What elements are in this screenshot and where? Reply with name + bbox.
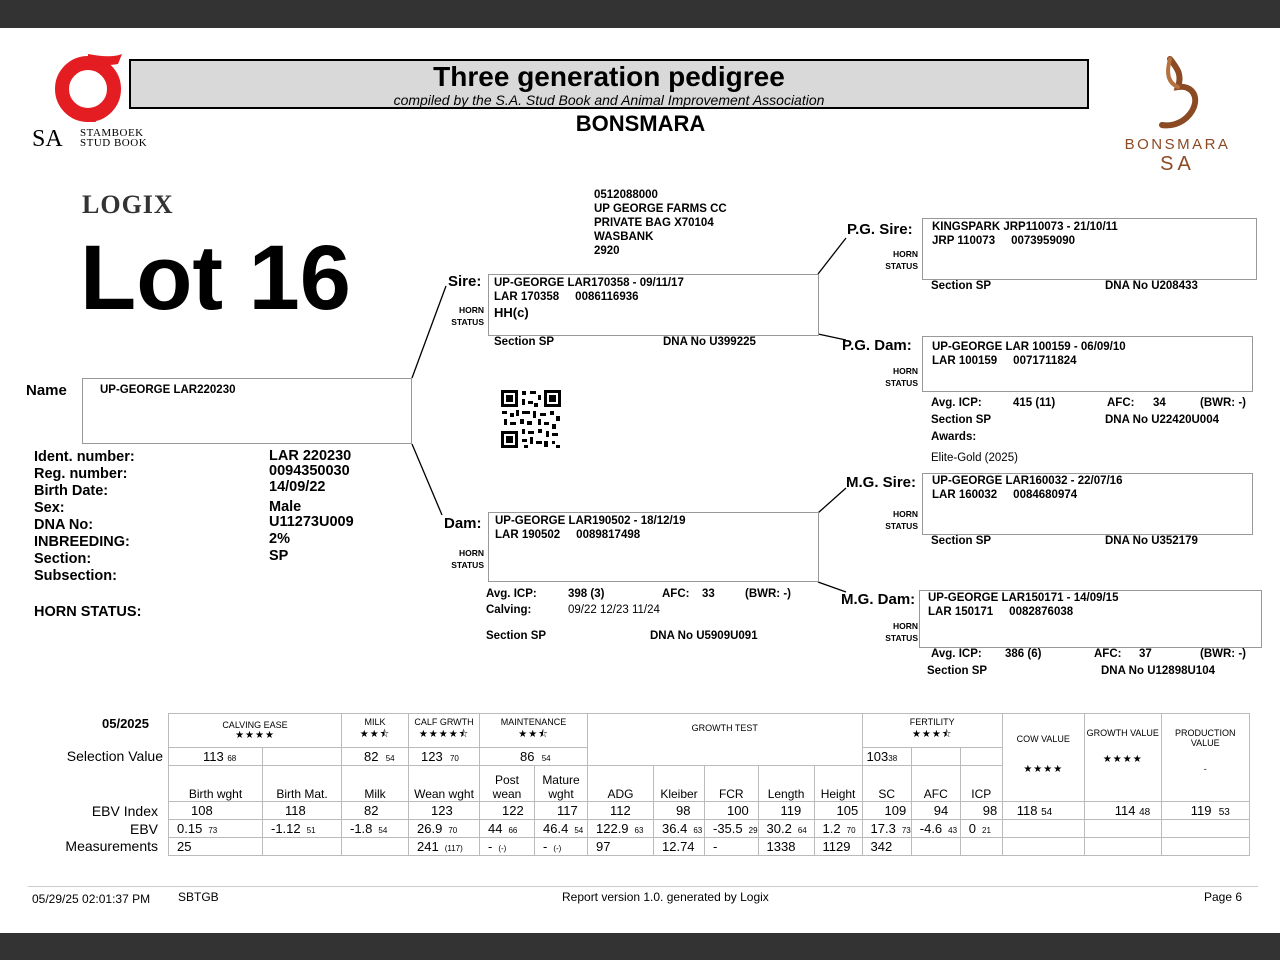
dam-bwr: (BWR: -) — [745, 588, 791, 600]
mg-dam-afc-label: AFC: — [1094, 648, 1122, 660]
dam-horn-label: HORN STATUS — [451, 548, 484, 570]
qr-code-icon — [500, 389, 562, 449]
pg-sire-label: P.G. Sire: — [847, 221, 913, 238]
ebv-accuracy: 70 — [846, 826, 856, 835]
calf-growth-stars-icon: ★★★★⯪ — [418, 729, 470, 740]
ebv-cell — [960, 820, 1002, 838]
detail-row: Reg. number: 0094350030 — [34, 463, 350, 482]
ebv-value: 30.2 — [766, 821, 792, 836]
fertility-header: FERTILITY ★★★⯪ — [862, 714, 1002, 748]
pg-dam-dna: DNA No U22420U004 — [1105, 414, 1219, 426]
measurement-cell — [862, 838, 911, 856]
mg-sire-section: Section SP — [931, 535, 992, 547]
dam-dna: DNA No U5909U091 — [650, 630, 758, 642]
breeder-name: UP GEORGE FARMS CC — [594, 203, 727, 215]
measurement-cell — [588, 838, 654, 856]
maintenance-stars-icon: ★★⯪ — [518, 729, 549, 740]
sire-horn-label: HORN STATUS — [451, 305, 484, 327]
mg-dam-label: M.G. Dam: — [841, 591, 916, 608]
studbook-text: STAMBOEK STUD BOOK — [80, 127, 148, 149]
ebv-accuracy: 54 — [378, 826, 388, 835]
ebv-empty-cell — [1002, 820, 1084, 838]
pg-dam-box — [922, 336, 1253, 392]
ebv-value: 0 — [968, 821, 976, 836]
col-fcr: FCR — [705, 766, 759, 802]
ebv-accuracy: 51 — [306, 826, 316, 835]
calving-ease-header: CALVING EASE ★★★★ — [169, 714, 342, 748]
measurement-accuracy: (-) — [553, 844, 562, 853]
measurement-empty-cell — [1161, 838, 1249, 856]
mg-dam-name: UP-GEORGE LAR150171 - 14/09/15 — [928, 592, 1119, 604]
measurement-accuracy: (117) — [444, 844, 463, 853]
dam-icp-label: Avg. ICP: — [486, 588, 537, 600]
measurement-cell — [705, 838, 759, 856]
pg-dam-awards-label: Awards: — [931, 431, 977, 443]
measurements-label: Measurements — [65, 838, 158, 854]
group-header-row — [169, 714, 1250, 748]
milk-stars-icon: ★★⯪ — [359, 729, 391, 740]
animal-name: UP-GEORGE LAR220230 — [100, 384, 236, 396]
pg-sire-horn-label: HORN STATUS — [885, 249, 918, 271]
ebv-cell — [535, 820, 588, 838]
cow-value-index: 118 54 — [1002, 802, 1084, 820]
pg-dam-section: Section SP — [931, 414, 992, 426]
mg-sire-horn-label: HORN STATUS — [885, 509, 918, 531]
col-adg: ADG — [588, 766, 654, 802]
ebv-index-cell: 118 — [263, 802, 342, 820]
ebv-accuracy: 73 — [208, 826, 218, 835]
ebv-value: 36.4 — [662, 821, 688, 836]
ebv-index-cell: 109 — [862, 802, 911, 820]
sire-id: LAR 170358 0086116936 — [494, 291, 639, 303]
bonsmara-logo-text2: SA — [1160, 153, 1195, 175]
ebv-index-cell: 108 — [169, 802, 263, 820]
pg-dam-horn-label: HORN STATUS — [885, 366, 918, 388]
mg-dam-section: Section SP — [927, 665, 988, 677]
measurement-value: - — [543, 839, 548, 854]
dam-section: Section SP — [486, 630, 547, 642]
measurement-cell — [263, 838, 342, 856]
ebv-index-cell: 119 — [758, 802, 814, 820]
detail-row: Section: SP — [34, 548, 289, 567]
breeder-phone: 0512088000 — [594, 189, 658, 201]
mg-dam-id: LAR 150171 0082876038 — [928, 606, 1074, 618]
ebv-cell — [480, 820, 535, 838]
horn-status-label: HORN STATUS: — [34, 604, 142, 620]
ebv-accuracy: 21 — [982, 826, 991, 835]
measurement-cell — [758, 838, 814, 856]
ebv-cell — [862, 820, 911, 838]
sire-box — [488, 274, 819, 336]
lot-number: Lot 16 — [80, 227, 351, 329]
calf-growth-header: CALF GRWTH ★★★★⯪ — [409, 714, 480, 748]
ebv-cell — [342, 820, 409, 838]
pg-sire-section: Section SP — [931, 280, 992, 292]
measurement-value: 25 — [177, 839, 192, 854]
measurement-empty-cell — [1002, 838, 1084, 856]
col-icp: ICP — [960, 766, 1002, 802]
sire-section: Section SP — [494, 336, 555, 348]
measurement-cell — [169, 838, 263, 856]
selection-calving-ease: 113 68 — [169, 748, 263, 766]
cow-value-header: COW VALUE ★★★★ — [1002, 714, 1084, 802]
production-value-index: 119 53 — [1161, 802, 1249, 820]
ebv-index-label: EBV Index — [91, 803, 158, 819]
pg-dam-icp: 415 (11) — [1013, 397, 1056, 409]
growth-value-header: GROWTH VALUE ★★★★ — [1084, 714, 1161, 802]
ebv-index-row — [169, 802, 1250, 820]
measurement-value: 1129 — [822, 839, 851, 854]
dam-label: Dam: — [444, 515, 482, 532]
ebv-empty-cell — [1161, 820, 1249, 838]
ebv-empty-cell — [1084, 820, 1161, 838]
ebv-value: -1.12 — [271, 821, 301, 836]
measurements-row — [169, 838, 1250, 856]
ebv-cell — [705, 820, 759, 838]
measurement-value: 342 — [870, 839, 893, 854]
mg-dam-icp-label: Avg. ICP: — [931, 648, 982, 660]
measurement-cell — [535, 838, 588, 856]
footer-divider — [28, 886, 1258, 887]
ebv-index-cell: 123 — [409, 802, 480, 820]
selection-value-label: Selection Value — [66, 748, 163, 764]
ebv-accuracy: 73 — [901, 826, 911, 835]
dam-afc: 33 — [702, 588, 715, 600]
growth-test-header: GROWTH TEST — [588, 714, 863, 766]
measurement-value: - — [488, 839, 493, 854]
ebv-value: 1.2 — [822, 821, 841, 836]
logix-logo: LOGIX — [82, 190, 174, 219]
col-height: Height — [814, 766, 862, 802]
dam-icp: 398 (3) — [568, 588, 605, 600]
calving-ease-stars-icon: ★★★★ — [235, 730, 275, 741]
col-sc: SC — [862, 766, 911, 802]
col-length: Length — [758, 766, 814, 802]
measurement-value: 97 — [596, 839, 611, 854]
name-label: Name — [26, 382, 67, 399]
ebv-accuracy: 66 — [508, 826, 518, 835]
sire-horn: HH(c) — [494, 305, 529, 320]
ebv-cell — [409, 820, 480, 838]
dam-box — [488, 512, 819, 582]
fertility-stars-icon: ★★★⯪ — [911, 729, 953, 740]
ebv-index-cell: 98 — [960, 802, 1002, 820]
pg-sire-name: KINGSPARK JRP110073 - 21/10/11 — [932, 221, 1118, 233]
detail-row: DNA No: U11273U009 — [34, 514, 354, 533]
bonsmara-logo-text1: BONSMARA — [1124, 136, 1231, 153]
ebv-value: 26.9 — [417, 821, 443, 836]
ebv-label: EBV — [129, 821, 158, 837]
measurement-empty-cell — [1084, 838, 1161, 856]
mg-dam-icp: 386 (6) — [1005, 648, 1042, 660]
detail-row: Subsection: — [34, 568, 117, 584]
pg-dam-icp-label: Avg. ICP: — [931, 397, 982, 409]
measurement-value: 241 — [417, 839, 439, 854]
breed-title: BONSMARA — [575, 111, 706, 136]
ebv-accuracy: 43 — [948, 826, 958, 835]
ebv-accuracy: 70 — [448, 826, 458, 835]
footer-timestamp: 05/29/25 02:01:37 PM — [32, 892, 151, 906]
detail-row: Sex: Male — [34, 499, 302, 516]
ebv-value: -1.8 — [350, 821, 373, 836]
ebv-cell — [169, 820, 263, 838]
mg-dam-dna: DNA No U12898U104 — [1101, 665, 1215, 677]
pg-dam-bwr: (BWR: -) — [1200, 397, 1246, 409]
pg-dam-label: P.G. Dam: — [842, 337, 912, 354]
ebv-value: -35.5 — [713, 821, 743, 836]
col-mature-wght: Mature wght — [535, 766, 588, 802]
growth-value-index: 114 48 — [1084, 802, 1161, 820]
ebv-accuracy: 29 — [748, 826, 758, 835]
selection-calf-growth: 123 70 — [409, 748, 480, 766]
measurement-cell — [480, 838, 535, 856]
cow-value-stars-icon: ★★★★ — [1023, 764, 1064, 775]
ebv-value: 46.4 — [543, 821, 569, 836]
ebv-index-cell: 94 — [911, 802, 960, 820]
ebv-accuracy: 54 — [574, 826, 584, 835]
ebv-table — [168, 713, 1250, 856]
ebv-value: 122.9 — [596, 821, 629, 836]
mg-sire-dna: DNA No U352179 — [1105, 535, 1198, 547]
col-post-wean: Post wean — [480, 766, 535, 802]
measurement-cell — [960, 838, 1002, 856]
ebv-value: 0.15 — [177, 821, 203, 836]
pg-dam-name: UP-GEORGE LAR 100159 - 06/09/10 — [932, 341, 1126, 353]
mg-sire-id: LAR 160032 0084680974 — [932, 489, 1078, 501]
maintenance-header: MAINTENANCE ★★⯪ — [480, 714, 588, 748]
ebv-value: 44 — [488, 821, 503, 836]
footer-report: Report version 1.0. generated by Logix — [562, 890, 769, 904]
ebv-index-cell: 112 — [588, 802, 654, 820]
footer-page: Page 6 — [1204, 890, 1243, 904]
page-subtitle: compiled by the S.A. Stud Book and Animal Improvement Association — [393, 92, 825, 108]
mg-sire-box — [922, 473, 1253, 535]
measurement-cell — [409, 838, 480, 856]
milk-header: MILK ★★⯪ — [342, 714, 409, 748]
selection-fertility: 10338 — [862, 748, 911, 766]
ebv-accuracy: 64 — [797, 826, 807, 835]
mg-sire-label: M.G. Sire: — [846, 474, 917, 491]
measurement-cell — [654, 838, 705, 856]
measurement-cell — [911, 838, 960, 856]
pg-sire-id: JRP 110073 0073959090 — [932, 235, 1076, 247]
pg-dam-afc: 34 — [1153, 397, 1166, 409]
ebv-index-cell: 100 — [705, 802, 759, 820]
page-title: Three generation pedigree — [433, 61, 785, 92]
detail-row: Ident. number: LAR 220230 — [34, 448, 352, 465]
mg-dam-horn-label: HORN STATUS — [885, 621, 918, 643]
ebv-cell — [911, 820, 960, 838]
ebv-cell — [758, 820, 814, 838]
ebv-value: -4.6 — [919, 821, 943, 836]
ebv-cell — [588, 820, 654, 838]
measurement-cell — [342, 838, 409, 856]
breeder-postcode: 2920 — [594, 245, 620, 257]
measurement-value: 1338 — [766, 839, 796, 854]
ebv-accuracy: 63 — [693, 826, 703, 835]
ebv-index-cell: 82 — [342, 802, 409, 820]
studbook-sa: SA — [32, 126, 63, 152]
ebv-index-cell: 98 — [654, 802, 705, 820]
mg-dam-bwr: (BWR: -) — [1200, 648, 1246, 660]
dam-name: UP-GEORGE LAR190502 - 18/12/19 — [495, 515, 686, 527]
pg-sire-dna: DNA No U208433 — [1105, 280, 1198, 292]
sire-label: Sire: — [448, 273, 482, 290]
col-birth-wght: Birth wght — [169, 766, 263, 802]
measurement-cell — [814, 838, 862, 856]
breeder-address2: WASBANK — [594, 231, 654, 243]
col-kleiber: Kleiber — [654, 766, 705, 802]
selection-maintenance: 86 54 — [480, 748, 588, 766]
detail-row: Birth Date: 14/09/22 — [34, 479, 326, 499]
pg-dam-afc-label: AFC: — [1107, 397, 1135, 409]
measurement-value: 12.74 — [662, 839, 695, 854]
pg-sire-box — [922, 218, 1257, 280]
sire-dna: DNA No U399225 — [663, 336, 756, 348]
mg-dam-box — [919, 590, 1262, 648]
dam-afc-label: AFC: — [662, 588, 690, 600]
animal-name-box — [82, 378, 412, 444]
detail-row: INBREEDING: 2% — [34, 531, 290, 550]
ebv-accuracy: 63 — [634, 826, 644, 835]
growth-value-stars-icon: ★★★★ — [1102, 754, 1143, 765]
pg-dam-id: LAR 100159 0071711824 — [932, 355, 1077, 367]
pg-dam-award: Elite-Gold (2025) — [931, 452, 1018, 464]
col-milk: Milk — [342, 766, 409, 802]
measurement-value: - — [713, 839, 718, 854]
ebv-date: 05/2025 — [102, 716, 149, 731]
ebv-row — [169, 820, 1250, 838]
dam-calving-label: Calving: — [486, 604, 532, 616]
production-value-header: PRODUCTION VALUE - — [1161, 714, 1249, 802]
dam-calving: 09/22 12/23 11/24 — [568, 604, 660, 616]
ebv-index-cell: 117 — [535, 802, 588, 820]
measurement-accuracy: (-) — [498, 844, 507, 853]
col-wean-wght: Wean wght — [409, 766, 480, 802]
col-afc: AFC — [911, 766, 960, 802]
ebv-cell — [263, 820, 342, 838]
ebv-cell — [654, 820, 705, 838]
ebv-cell — [814, 820, 862, 838]
dam-id: LAR 190502 0089817498 — [495, 529, 641, 541]
mg-sire-name: UP-GEORGE LAR160032 - 22/07/16 — [932, 475, 1123, 487]
footer-code: SBTGB — [178, 890, 219, 904]
ebv-index-cell: 122 — [480, 802, 535, 820]
sire-name: UP-GEORGE LAR170358 - 09/11/17 — [494, 277, 684, 289]
col-birth-mat: Birth Mat. — [263, 766, 342, 802]
selection-milk: 82 54 — [342, 748, 409, 766]
mg-dam-afc: 37 — [1139, 648, 1152, 660]
ebv-index-cell: 105 — [814, 802, 862, 820]
animal-details — [34, 448, 414, 584]
ebv-value: 17.3 — [870, 821, 896, 836]
breeder-address1: PRIVATE BAG X70104 — [594, 217, 714, 229]
